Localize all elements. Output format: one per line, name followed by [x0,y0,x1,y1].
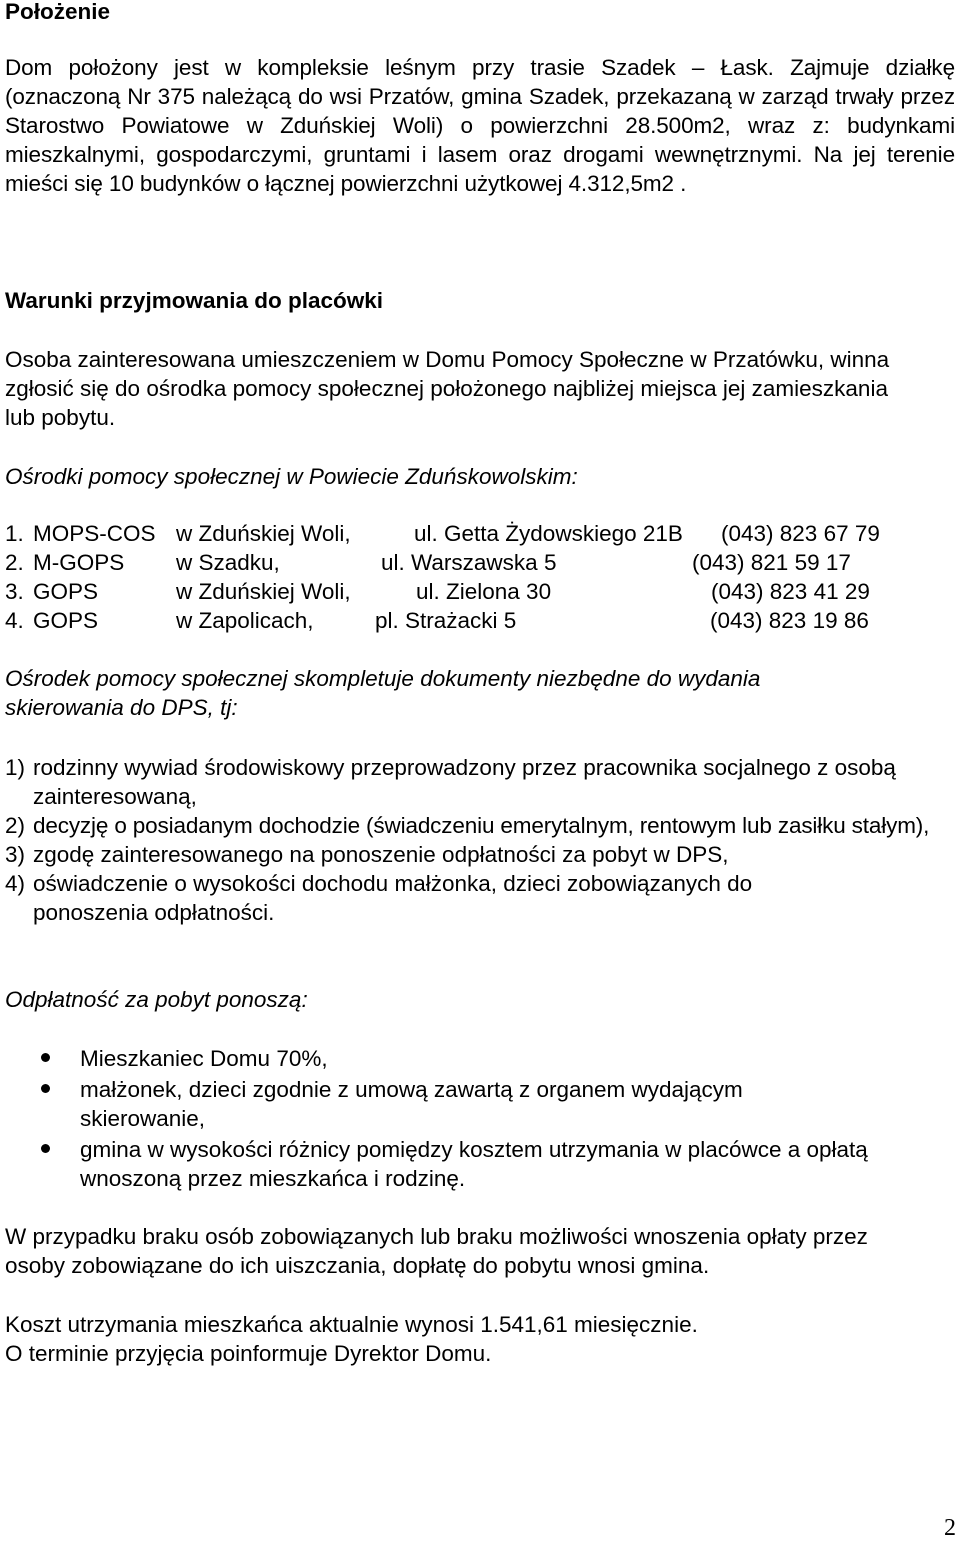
office-street: ul. Zielona 30 [416,579,552,604]
office-num: 2. [5,550,24,575]
offices-heading: Ośrodki pomocy społecznej w Powiecie Zduńskowolskim: [5,464,578,489]
office-name: M-GOPS [33,550,125,575]
admission-info-line: O terminie przyjęcia poinformuje Dyrektor Domu. [5,1341,492,1366]
list-item-number: 3) [5,842,26,867]
payment-list [5,1044,905,1193]
list-item [5,753,960,811]
office-name: GOPS [33,608,99,633]
office-phone: (043) 823 67 79 [721,521,880,546]
section-heading-location: Położenie [5,0,111,24]
bullet-icon [5,1135,80,1193]
office-phone: (043) 823 41 29 [711,579,870,604]
list-item [5,1135,905,1193]
office-town: w Zduńskiej Woli, [176,521,351,546]
documents-heading: Ośrodek pomocy społecznej skompletuje dokumenty niezbędne do wydania skierowania do DPS, tj: [5,666,761,720]
office-name: MOPS-COS [33,521,156,546]
bullet-icon [5,1044,80,1073]
office-street: ul. Getta Żydowskiego 21B [414,521,683,546]
list-item-text: małżonek, dzieci zgodnie z umową zawartą z organem wydającym skierowanie, [80,1077,743,1131]
office-phone: (043) 821 59 17 [692,550,851,575]
list-item [5,811,960,840]
list-item-text: rodzinny wywiad środowiskowy przeprowadzony przez pracownika socjalnego z osobą zainteresowaną, [33,755,896,809]
office-street: pl. Strażacki 5 [375,608,517,633]
gmina-paragraph: W przypadku braku osób zobowiązanych lub braku możliwości wnoszenia opłaty przez osoby zobowiązane do ich uiszczania, dopłatę do pobytu wnosi gmina. [5,1224,868,1278]
office-phone: (043) 823 19 86 [710,608,869,633]
list-item-text: oświadczenie o wysokości dochodu małżonka, dzieci zobowiązanych do ponoszenia odpłatności. [33,871,753,925]
office-num: 4. [5,608,24,633]
bullet-icon [5,1075,80,1133]
list-item-text: gmina w wysokości różnicy pomiędzy kosztem utrzymania w placówce a opłatą wnoszoną przez mieszkańca i rodzinę. [80,1137,868,1191]
offices-list [5,519,880,635]
list-item-text: decyzję o posiadanym dochodzie (świadczeniu emerytalnym, rentowym lub zasiłku stałym), [33,813,930,838]
office-num: 3. [5,579,24,604]
office-town: w Zapolicach, [176,608,314,633]
office-street: ul. Warszawska 5 [381,550,557,575]
list-item-number: 2) [5,813,26,838]
office-row [5,519,880,548]
admission-paragraph: Osoba zainteresowana umieszczeniem w Domu Pomocy Społeczne w Przatówku, winna zgłosić się do ośrodka pomocy społecznej położonego najbliżej miejsca jej zamieszkania lub pobytu. [5,347,890,430]
office-row [5,606,880,635]
office-row [5,548,880,577]
section-heading-admission: Warunki przyjmowania do placówki [5,288,383,313]
list-item [5,1075,905,1133]
office-row [5,577,880,606]
cost-line: Koszt utrzymania mieszkańca aktualnie wynosi 1.541,61 miesięcznie. [5,1312,698,1337]
list-item-text: Mieszkaniec Domu 70%, [80,1046,328,1071]
list-item-number: 1) [5,755,26,780]
page-number: 2 [944,1515,956,1541]
office-name: GOPS [33,579,99,604]
office-town: w Zduńskiej Woli, [176,579,351,604]
list-item [5,1044,905,1073]
office-num: 1. [5,521,24,546]
payment-heading: Odpłatność za pobyt ponoszą: [5,987,308,1012]
documents-list [5,753,960,927]
location-paragraph: Dom położony jest w kompleksie leśnym przy trasie Szadek – Łask. Zajmuje działkę (oznaczoną Nr 375 należącą do wsi Przatów, gmina Szadek, przekazaną w zarząd trwały przez Starostwo Powiatowe w Zduńskiej Woli) o powierzchni 28.500m2, wraz z: budynkami mieszkalnymi, gospodarczymi, gruntami i lasem oraz drogami wewnętrznymi. Na jej terenie mieści się 10 budynków o łącznej powierzchni użytkowej 4.312,5m2 . [5,55,955,196]
office-town: w Szadku, [176,550,280,575]
list-item-number: 4) [5,871,26,896]
list-item-text: zgodę zainteresowanego na ponoszenie odpłatności za pobyt w DPS, [33,842,729,867]
list-item [5,869,960,927]
list-item [5,840,960,869]
